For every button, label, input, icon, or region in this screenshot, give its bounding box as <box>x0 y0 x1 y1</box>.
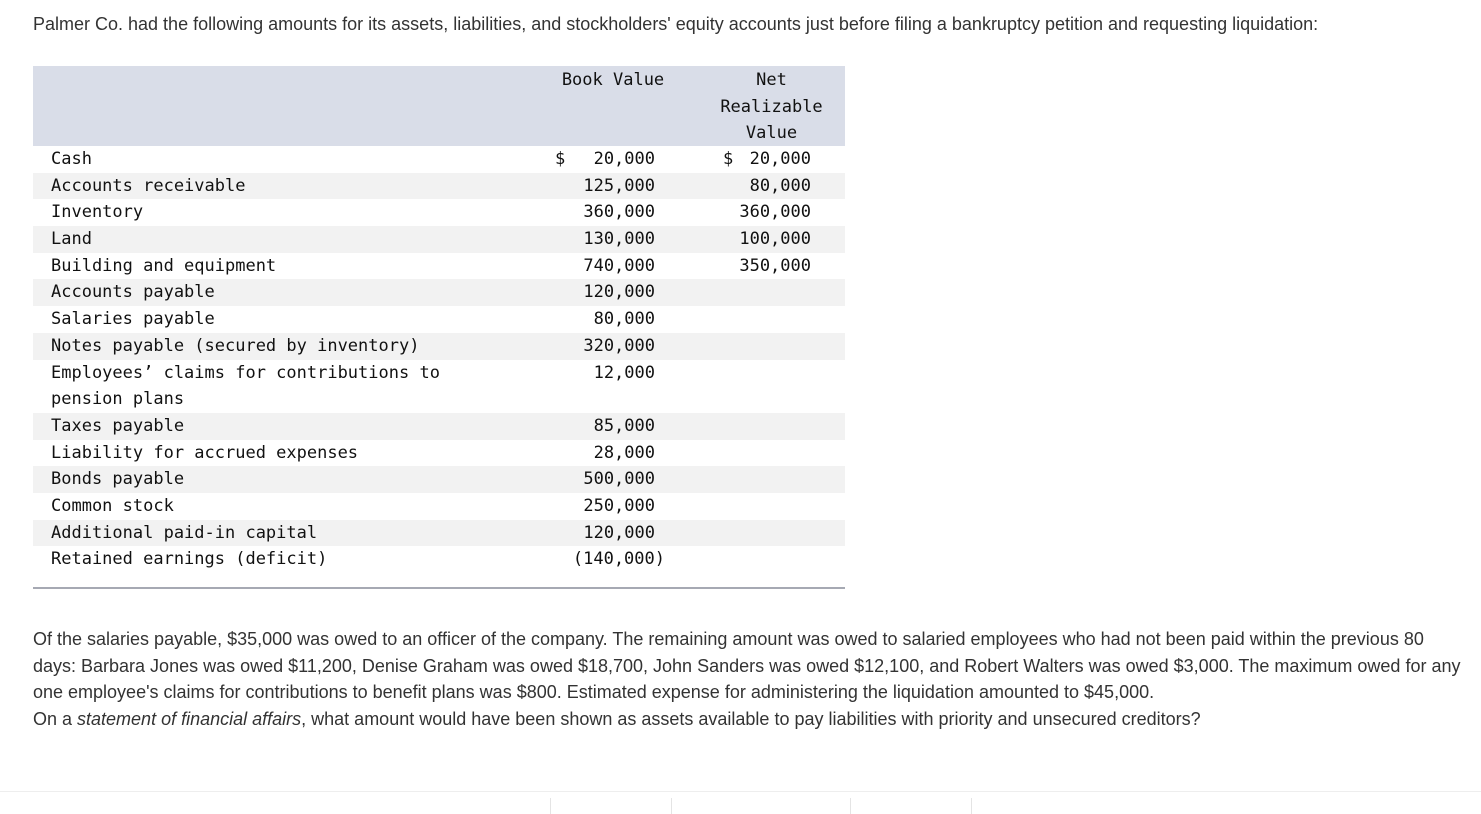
balance-table <box>33 66 845 589</box>
table-row <box>33 146 845 173</box>
table-row <box>33 173 845 200</box>
nrv-dollar-sign: $ <box>723 149 734 169</box>
divider-tick <box>671 798 672 814</box>
row-label: Salaries payable <box>51 309 215 330</box>
header-nrv-line1: Net <box>756 70 787 90</box>
row-label: Retained earnings (deficit) <box>51 549 328 570</box>
book-value: 120,000 <box>583 282 655 303</box>
row-label: Liability for accrued expenses <box>51 442 359 463</box>
header-nrv-line3: Value <box>745 123 798 144</box>
book-value: 80,000 <box>593 309 655 330</box>
question-prefix: On a <box>33 708 78 729</box>
divider-tick <box>550 798 551 814</box>
table-row <box>33 333 845 360</box>
table-row <box>33 279 845 306</box>
salaries-paragraph: Of the salaries payable, $35,000 was owed to an officer of the company. The remaining amount was owed to salaried employees who had not been paid within the previous 80 days: Barbara Jones was owed $11,200, Denise Graham was owed $18,700, John Sanders was owed $12,100, and Robert Walters was owed $3,000. The maximum owed for any one employee's claims for contributions to benefit plans was $800. Estimated expense for administering the liquidation amounted to $45,000. <box>33 629 1461 702</box>
net-realizable-value: 80,000 <box>749 175 811 196</box>
header-book-value: Book Value <box>561 70 665 90</box>
book-value: 320,000 <box>583 335 655 356</box>
net-realizable-value: 100,000 <box>739 229 811 250</box>
book-value: 500,000 <box>583 469 655 490</box>
table-row <box>33 546 845 573</box>
row-label: Building and equipment <box>51 255 277 276</box>
table-footer-rule <box>33 573 845 589</box>
question-italic: statement of financial affairs <box>77 708 302 729</box>
problem-text <box>33 626 1463 732</box>
net-realizable-value: 350,000 <box>739 255 811 276</box>
table-row <box>33 360 845 413</box>
table-row <box>33 520 845 547</box>
question <box>33 706 1463 733</box>
row-label: Accounts payable <box>51 282 215 303</box>
header-net-realizable-value <box>699 67 844 147</box>
row-label: Additional paid-in capital <box>51 522 318 543</box>
row-label: Employees’ claims for contributions to pension plans <box>51 362 440 410</box>
row-label: Taxes payable <box>51 415 185 436</box>
net-realizable-value: 360,000 <box>739 202 811 223</box>
book-value: 250,000 <box>583 495 655 516</box>
table-row <box>33 493 845 520</box>
row-label: Accounts receivable <box>51 175 246 196</box>
book-value: 125,000 <box>583 175 655 196</box>
row-label: Common stock <box>51 495 174 516</box>
row-label: Cash <box>51 149 92 169</box>
intro-text: Palmer Co. had the following amounts for its assets, liabilities, and stockholders' equity accounts just before filing a bankruptcy petition and requesting liquidation: <box>33 14 1319 34</box>
divider <box>0 791 1481 792</box>
book-value: 85,000 <box>593 415 655 436</box>
table-header <box>33 66 845 146</box>
table-row <box>33 306 845 333</box>
row-label: Notes payable (secured by inventory) <box>51 335 420 356</box>
book-value: 20,000 <box>593 149 655 169</box>
table-row <box>33 466 845 493</box>
book-value: 360,000 <box>583 202 655 223</box>
net-realizable-value: 20,000 <box>749 149 811 169</box>
book-value: 130,000 <box>583 229 655 250</box>
book-value: 28,000 <box>593 442 655 463</box>
row-label: Land <box>51 229 92 250</box>
divider-tick <box>850 798 851 814</box>
row-label: Inventory <box>51 202 144 223</box>
divider-tick <box>971 798 972 814</box>
table-row <box>33 413 845 440</box>
book-value: 120,000 <box>583 522 655 543</box>
question-suffix: , what amount would have been shown as assets available to pay liabilities with priority and unsecured creditors? <box>301 708 1201 729</box>
book-value: (140,000) <box>572 549 665 570</box>
dollar-sign: $ <box>555 149 566 169</box>
table-row <box>33 199 845 226</box>
header-nrv-line2: Realizable <box>720 96 823 117</box>
table-row <box>33 253 845 280</box>
book-value: 740,000 <box>583 255 655 276</box>
table-row <box>33 440 845 467</box>
book-value: 12,000 <box>593 362 655 383</box>
table-row <box>33 226 845 253</box>
row-label: Bonds payable <box>51 469 185 490</box>
